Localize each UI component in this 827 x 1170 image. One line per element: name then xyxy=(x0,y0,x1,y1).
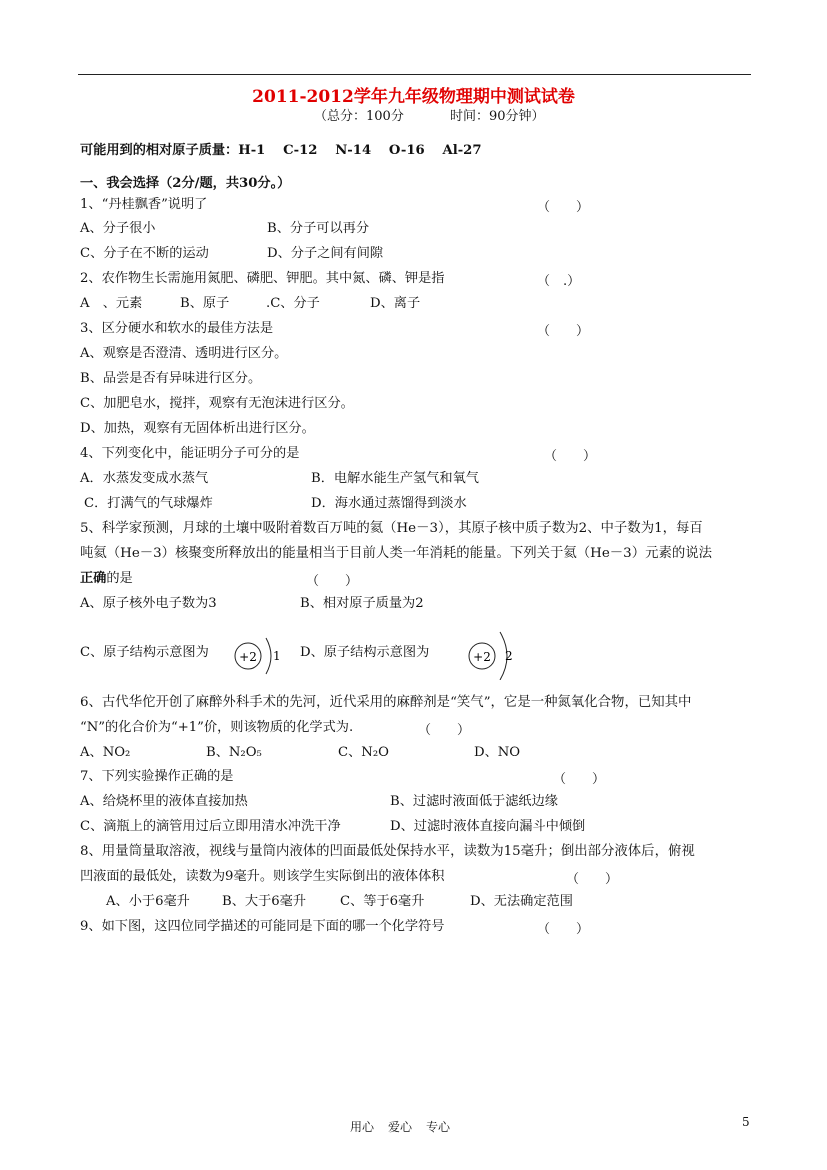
q8-answer-blank[interactable]: （ ） xyxy=(566,872,619,887)
q7-stem: 7、下列实验操作正确的是 xyxy=(80,769,234,784)
q5-line-3 xyxy=(80,570,133,588)
q2-option-a[interactable]: A 、元素 xyxy=(80,296,143,311)
q3-stem: 3、区分硬水和软水的最佳方法是 xyxy=(80,321,274,336)
q3-option-d[interactable]: D、加热，观察有无固体析出进行区分。 xyxy=(80,421,315,436)
q2-option-b[interactable]: B、原子 xyxy=(180,296,230,311)
footer-text-2: 爱心 xyxy=(388,1120,413,1134)
shell-electrons: 1 xyxy=(273,649,281,663)
q8-option-a[interactable]: A、小于6毫升 xyxy=(106,894,190,909)
q4-option-d[interactable]: D．海水通过蒸馏得到淡水 xyxy=(311,496,467,511)
total-score: （总分：100分 xyxy=(314,109,404,124)
q2-option-d[interactable]: D、离子 xyxy=(370,296,421,311)
exam-time: 时间：90分钟） xyxy=(450,109,545,124)
q2-stem: 2、农作物生长需施用氮肥、磷肥、钾肥。其中氮、磷、钾是指 xyxy=(80,271,445,286)
q5-option-c[interactable]: C、原子结构示意图为 xyxy=(80,645,209,660)
q7-answer-blank[interactable]: （ ） xyxy=(553,772,606,787)
q7-option-a[interactable]: A、给烧杯里的液体直接加热 xyxy=(80,794,248,809)
q8-option-d[interactable]: D、无法确定范围 xyxy=(470,894,573,909)
q7-option-c[interactable]: C、滴瓶上的滴管用过后立即用清水冲洗干净 xyxy=(80,819,341,834)
q4-option-b[interactable]: B．电解水能生产氢气和氧气 xyxy=(311,471,479,486)
q1-option-c[interactable]: C、分子在不断的运动 xyxy=(80,246,209,261)
q9-answer-blank[interactable]: （ ） xyxy=(537,922,590,937)
q4-option-c[interactable]: C．打满气的气球爆炸 xyxy=(84,496,213,511)
q7-option-d[interactable]: D、过滤时液体直接向漏斗中倾倒 xyxy=(390,819,586,834)
q5-line-3-rest: 的是 xyxy=(106,571,133,586)
q1-stem: 1、“丹桂飘香”说明了 xyxy=(80,197,208,212)
q6-line-2: “N”的化合价为“+1”价，则该物质的化学式为. xyxy=(80,720,354,735)
q5-option-d[interactable]: D、原子结构示意图为 xyxy=(300,645,430,660)
q6-option-b[interactable]: B、N₂O₅ xyxy=(206,745,262,760)
q1-option-b[interactable]: B、分子可以再分 xyxy=(267,221,370,236)
electron-shell xyxy=(266,638,271,674)
q7-option-b[interactable]: B、过滤时液面低于滤纸边缘 xyxy=(390,794,558,809)
q4-stem: 4、下列变化中，能证明分子可分的是 xyxy=(80,446,300,461)
q6-answer-blank[interactable]: （ ） xyxy=(418,723,471,738)
q8-line-2: 凹液面的最低处，读数为9毫升。则该学生实际倒出的液体体积 xyxy=(80,869,445,884)
footer-text-3: 专心 xyxy=(426,1120,451,1134)
nucleus-charge: +2 xyxy=(239,650,257,664)
q8-option-b[interactable]: B、大于6毫升 xyxy=(222,894,307,909)
section-heading: 一、我会选择（2分/题，共30分。） xyxy=(80,176,291,191)
q5-answer-blank[interactable]: （ ） xyxy=(306,574,359,589)
q3-option-b[interactable]: B、品尝是否有异味进行区分。 xyxy=(80,371,262,386)
q4-option-a[interactable]: A．水蒸发变成水蒸气 xyxy=(80,471,209,486)
q1-answer-blank[interactable]: （ ） xyxy=(537,200,590,215)
q8-line-1: 8、用量筒量取溶液，视线与量筒内液体的凹面最低处保持水平，读数为15毫升；倒出部分液体后，俯视 xyxy=(80,844,695,859)
q2-option-c[interactable]: .C、分子 xyxy=(266,296,320,311)
q6-option-c[interactable]: C、N₂O xyxy=(338,745,389,760)
page-title: 2011-2012学年九年级物理期中测试试卷 xyxy=(252,87,575,107)
q1-option-d[interactable]: D、分子之间有间隙 xyxy=(267,246,384,261)
footer-text-1: 用心 xyxy=(350,1120,375,1134)
q9-stem: 9、如下图，这四位同学描述的可能同是下面的哪一个化学符号 xyxy=(80,919,445,934)
q5-emphasis: 正确 xyxy=(80,571,107,586)
q5-line-2: 吨氦（He－3）核聚变所释放出的能量相当于目前人类一年消耗的能量。下列关于氦（He－3）元素的说法 xyxy=(80,546,713,561)
q3-answer-blank[interactable]: （ ） xyxy=(537,324,590,339)
q3-option-c[interactable]: C、加肥皂水，搅拌，观察有无泡沫进行区分。 xyxy=(80,396,354,411)
atom-diagram-c xyxy=(228,628,288,680)
q2-answer-blank[interactable]: （ .） xyxy=(537,274,581,289)
q4-answer-blank[interactable]: （ ） xyxy=(544,449,597,464)
q5-option-b[interactable]: B、相对原子质量为2 xyxy=(300,596,424,611)
q8-option-c[interactable]: C、等于6毫升 xyxy=(340,894,425,909)
q6-option-d[interactable]: D、NO xyxy=(474,745,521,760)
q5-line-1: 5、科学家预测，月球的土壤中吸附着数百万吨的氦（He－3），其原子核中质子数为2、中子数为1，每百 xyxy=(80,521,703,536)
q5-option-a[interactable]: A、原子核外电子数为3 xyxy=(80,596,217,611)
atomic-masses: 可能用到的相对原子质量：H-1 C-12 N-14 O-16 Al-27 xyxy=(80,143,482,158)
q3-option-a[interactable]: A、观察是否澄清、透明进行区分。 xyxy=(80,346,288,361)
q6-line-1: 6、古代华佗开创了麻醉外科手术的先河，近代采用的麻醉剂是“笑气”，它是一种氮氧化合物，已知其中 xyxy=(80,695,692,710)
q6-option-a[interactable]: A、NO₂ xyxy=(80,745,131,760)
header-rule xyxy=(78,74,751,75)
atom-diagram-d xyxy=(462,628,522,680)
nucleus-charge: +2 xyxy=(473,650,491,664)
page-number: 5 xyxy=(742,1115,750,1129)
shell-electrons: 2 xyxy=(505,649,513,663)
q1-option-a[interactable]: A、分子很小 xyxy=(80,221,156,236)
